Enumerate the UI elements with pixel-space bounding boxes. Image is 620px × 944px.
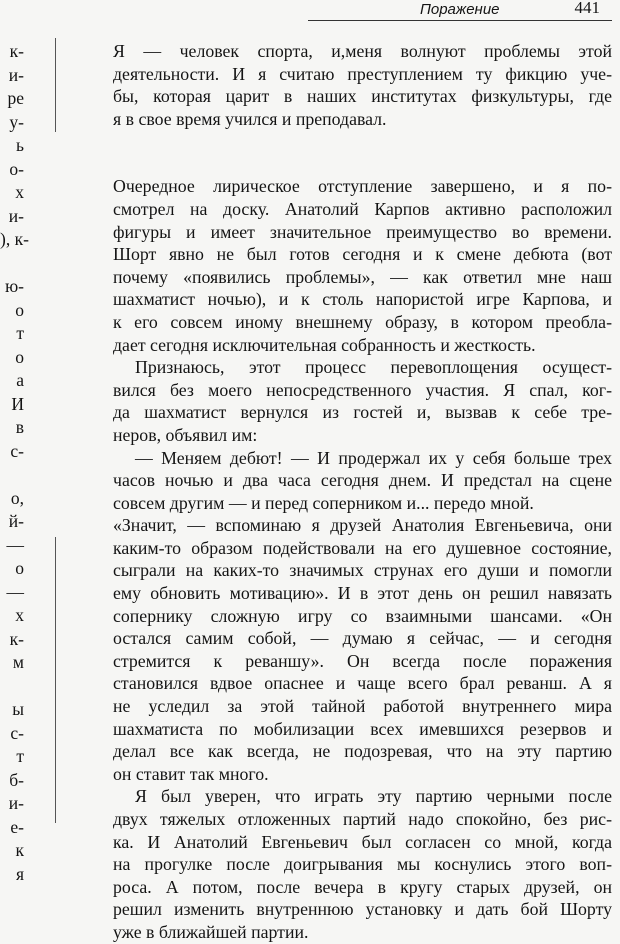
paragraph-line: совсем другим — и перед соперником и... передо мной. xyxy=(113,492,534,513)
margin-fragment: и- xyxy=(8,793,24,813)
margin-fragment: в xyxy=(15,417,24,437)
running-header xyxy=(300,0,612,24)
paragraph-line: сыграли на каких-то значимых струнах его души и помогли xyxy=(113,560,612,581)
paragraph-line: — Меняем дебют! — И продержал их у себя больше трех xyxy=(135,447,612,468)
margin-fragment xyxy=(0,675,24,699)
paragraph xyxy=(113,447,612,515)
paragraph-line: ка. И Анатолий Евгеньевич был согласен со мной, когда xyxy=(113,831,612,852)
paragraph-line: фигуры и имеет значительное преимущество во времени. xyxy=(113,221,612,242)
quote-line: я в свое время учился и преподавал. xyxy=(113,108,387,129)
main-text xyxy=(113,175,612,943)
section-gap xyxy=(113,130,612,175)
margin-fragment: с- xyxy=(10,440,24,461)
margin-fragment: к xyxy=(15,840,24,860)
margin-fragment: с- xyxy=(10,722,24,743)
paragraph-line: Признаюсь, этот процесс перевоплощения осущест- xyxy=(135,357,612,378)
paragraph-line: делал все как всегда, не подозревая, что на эту партию xyxy=(113,741,612,762)
paragraph-line: роса. А потом, после вечера в кругу старых друзей, он xyxy=(113,876,612,897)
paragraph-line: он ставит так много. xyxy=(113,763,269,784)
paragraph-line: шахматист ночью), и к столь напористой игре Карпова, и xyxy=(113,289,612,310)
margin-fragment: б- xyxy=(9,769,24,790)
margin-fragment: ь xyxy=(16,135,24,155)
margin-fragment: я xyxy=(15,863,24,884)
paragraph-line: на прогулке после доигрывания мы коснулись этого воп- xyxy=(113,854,612,875)
margin-fragment xyxy=(0,463,24,487)
quote-line: деятельности. И я считаю преступлением ту фикцию уче- xyxy=(113,63,612,84)
margin-fragment: м xyxy=(12,652,24,672)
margin-fragment: — xyxy=(6,581,24,602)
paragraph-line: почему «появились проблемы», — как ответил мне наш xyxy=(113,266,612,287)
paragraph-line: Шорт явно не был готов сегодня и к смене дебюта (вот xyxy=(113,244,612,265)
paragraph-line: каким-то образом подействовали на его душевное состояние, xyxy=(113,537,612,558)
header-rule xyxy=(308,20,612,21)
margin-fragment: о xyxy=(15,558,24,578)
margin-fragment: — xyxy=(6,534,24,555)
paragraph-line: Я был уверен, что играть эту партию черными после xyxy=(135,786,612,807)
section-title: Поражение xyxy=(420,1,500,18)
paragraph-line: неров, объявил им: xyxy=(113,424,258,445)
paragraph-line: Очередное лирическое отступление завершено, и я по- xyxy=(113,176,612,197)
margin-rule-bottom xyxy=(55,537,56,823)
paragraph-line: не уследил за этой тайной работой внутреннего мира xyxy=(113,696,612,717)
margin-fragment: ре xyxy=(7,88,24,108)
paragraph xyxy=(113,175,612,356)
paragraph-line: смотрел на доску. Анатолий Карпов активно расположил xyxy=(113,198,612,219)
margin-fragment xyxy=(0,252,24,276)
page-body xyxy=(113,40,612,944)
margin-fragment: е- xyxy=(10,816,24,837)
quote-line: бы, которая царит в наших институтах физкультуры, где xyxy=(113,86,612,107)
page-number: 441 xyxy=(574,0,600,17)
paragraph xyxy=(113,514,612,785)
paragraph-line: становился вдвое опаснее и чаще всего брал реванш. А я xyxy=(113,673,612,694)
paragraph-line: решил изменить внутреннюю установку и дать бой Шорту xyxy=(113,899,612,920)
margin-fragment: ы xyxy=(12,699,24,719)
margin-fragment: х xyxy=(15,605,24,625)
margin-fragment: о xyxy=(15,346,24,367)
adjacent-page-margin xyxy=(0,40,29,886)
margin-fragment: т xyxy=(16,746,24,766)
margin-fragment: о, xyxy=(10,487,24,508)
margin-fragment: о- xyxy=(9,158,24,179)
paragraph-line: двух тяжелых отложенных партий надо спокойно, без рис- xyxy=(113,809,612,829)
margin-fragment: и- xyxy=(8,64,24,85)
paragraph-line: да шахматист вернулся из гостей и, вызвав к себе тре- xyxy=(113,402,612,423)
margin-fragment: к- xyxy=(9,41,24,61)
margin-fragment: к- xyxy=(9,628,24,649)
margin-fragment: а xyxy=(16,370,24,390)
margin-rule-top xyxy=(55,38,56,132)
paragraph-line: остался самим собой, — думаю я сейчас, — и сегодня xyxy=(113,628,612,649)
paragraph-line: часов ночью и два часа сегодня днем. И предстал на сцене xyxy=(113,470,612,491)
paragraph-line: «Значит, — вспоминаю я друзей Анатолия Евгеньевича, они xyxy=(113,515,612,536)
paragraph-line: шахматиста по мобилизации всех имевшихся резервов и xyxy=(113,718,612,739)
margin-fragment: у- xyxy=(9,111,24,132)
paragraph-line: к его совсем иному внешнему образу, в котором преобла- xyxy=(113,311,612,332)
paragraph-line: сопернику сложную игру со взаимными шансами. «Он xyxy=(113,605,612,626)
margin-fragment: ю- xyxy=(5,276,24,296)
paragraph xyxy=(113,356,612,446)
paragraph-line: ему обновить мотивацию». И в этот день он решил навязать xyxy=(113,583,612,604)
margin-fragment: и- xyxy=(8,205,24,226)
paragraph-line: вился без моего непосредственного участия. Я спал, ког- xyxy=(113,379,612,400)
quote-line: Я — человек спорта, и,меня волнуют проблемы этой xyxy=(113,41,612,61)
margin-fragment: о xyxy=(15,299,24,320)
paragraph xyxy=(113,785,612,943)
paragraph-line: стремится к реваншу». Он всегда после поражения xyxy=(113,650,612,671)
margin-fragment: И xyxy=(11,393,24,414)
paragraph-line: уже в ближайшей партии. xyxy=(113,921,309,942)
margin-fragment: ), к- xyxy=(0,229,29,249)
margin-fragment: х xyxy=(15,182,24,202)
quote-block xyxy=(113,40,612,130)
margin-fragment: й- xyxy=(8,511,24,531)
margin-fragment: т xyxy=(16,323,24,343)
paragraph-line: дает сегодня исключительная собранность и жесткость. xyxy=(113,334,536,355)
